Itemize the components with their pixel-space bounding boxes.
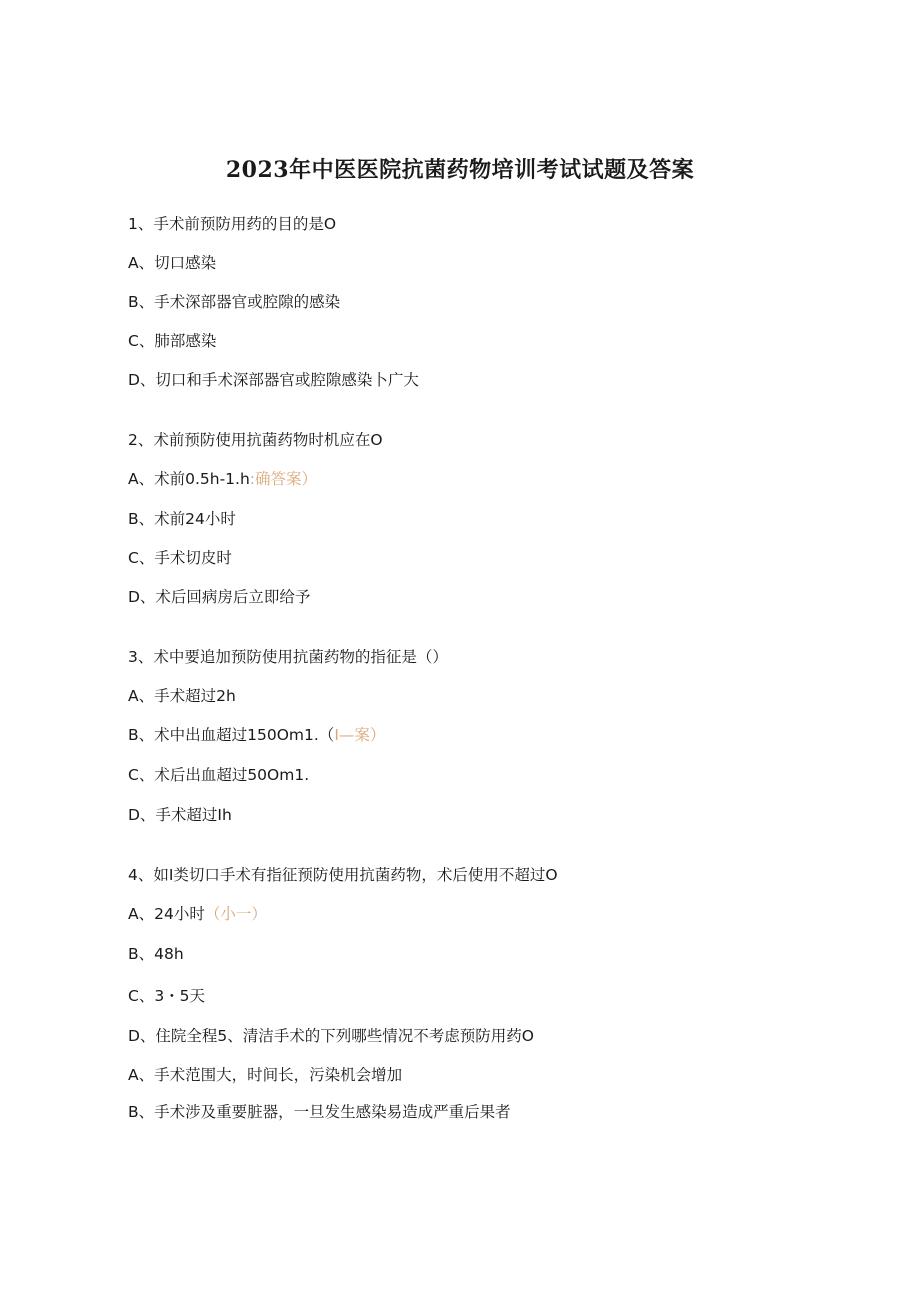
option-text: C、3・5天 (128, 987, 206, 1005)
answer-note: :确答案） (249, 470, 318, 488)
question-2-option-c (128, 547, 232, 569)
question-3-stem: 3、术中要追加预防使用抗菌药物的指征是（） (128, 648, 448, 666)
option-text: D、住院全程5、清洁手术的下列哪些情况不考虑预防用药O (128, 1027, 534, 1045)
answer-note: （小一） (204, 905, 267, 923)
question-3-option-a (128, 685, 236, 707)
answer-note: I—案） (334, 726, 386, 744)
question-1-stem: 1、手术前预防用药的目的是O (128, 215, 337, 233)
option-text: A、手术超过2h (128, 687, 236, 705)
option-text: C、术后出血超过50Om1. (128, 766, 310, 784)
question-3-option-d (128, 804, 232, 826)
question-1-option-a (128, 252, 216, 274)
question-5-option-b (128, 1101, 511, 1123)
option-text: D、切口和手术深部器官或腔隙感染卜广大 (128, 371, 419, 389)
question-4-option-a (128, 903, 267, 925)
option-text: A、24小时 (128, 905, 205, 923)
option-text: B、术中出血超过150Om1.（ (128, 726, 335, 744)
question-1-option-d (128, 369, 419, 391)
question-4-stem: 4、如I类切口手术有指征预防使用抗菌药物，术后使用不超过O (128, 866, 558, 884)
question-2-option-a (128, 468, 317, 490)
question-2-option-d (128, 586, 310, 608)
option-text: B、手术涉及重要脏器，一旦发生感染易造成严重后果者 (128, 1103, 511, 1121)
option-text: A、术前0.5h-1.h (128, 470, 250, 488)
question-2-option-b (128, 508, 236, 530)
question-3-option-b (128, 724, 385, 746)
option-text: C、手术切皮时 (128, 549, 232, 567)
page-title: 2023年中医医院抗菌药物培训考试试题及答案 (225, 157, 695, 183)
question-1-option-c (128, 330, 216, 352)
option-text: C、肺部感染 (128, 332, 217, 350)
option-text: B、手术深部器官或腔隙的感染 (128, 293, 341, 311)
question-4-option-c (128, 985, 205, 1007)
question-1-option-b (128, 291, 340, 313)
option-text: B、术前24小时 (128, 510, 236, 528)
question-4-option-b (128, 943, 184, 965)
question-4-option-d (128, 1025, 534, 1047)
option-text: D、术后回病房后立即给予 (128, 588, 311, 606)
question-5-option-a (128, 1064, 402, 1086)
option-text: D、手术超过Ih (128, 806, 232, 824)
question-2-stem: 2、术前预防使用抗菌药物时机应在O (128, 431, 383, 449)
question-3-option-c (128, 764, 309, 786)
option-text: B、48h (128, 945, 184, 963)
option-text: A、手术范围大，时间长，污染机会增加 (128, 1066, 403, 1084)
option-text: A、切口感染 (128, 254, 217, 272)
